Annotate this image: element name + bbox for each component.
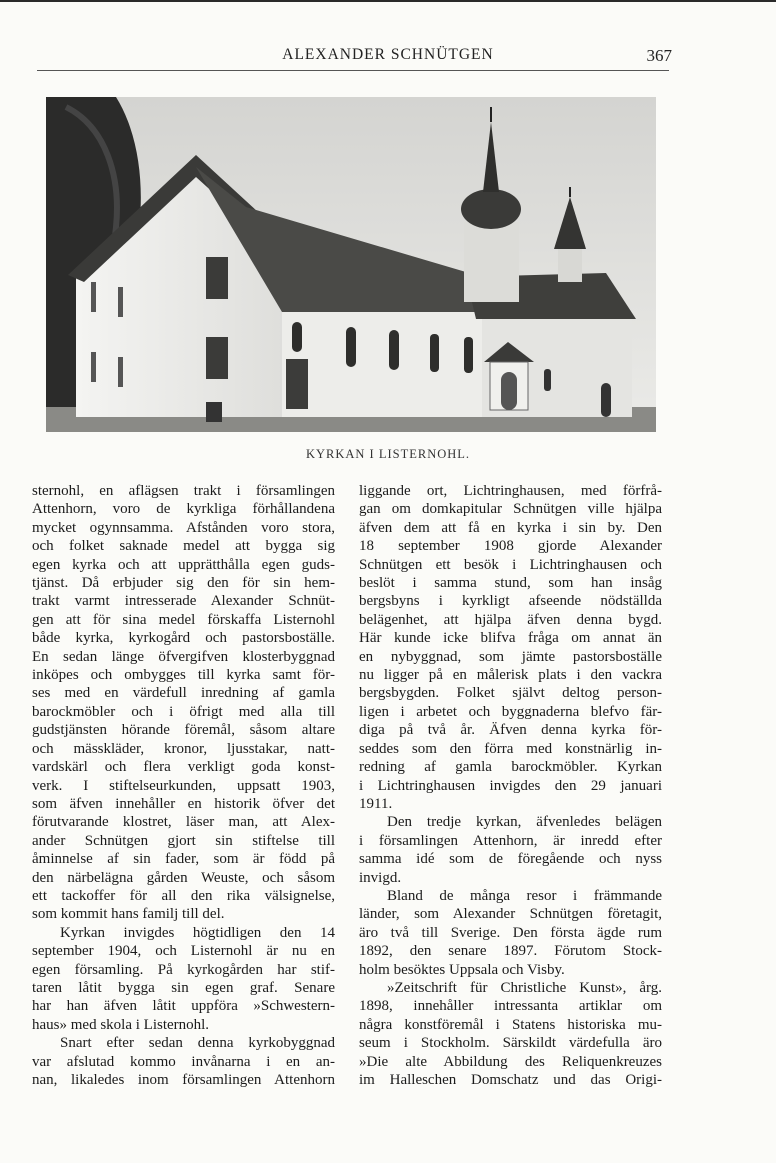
text-line: nan, likaledes inom församlingen Attenhorn (32, 1072, 335, 1088)
text-line: taren låtit bygga sin egen graf. Senare (32, 979, 335, 996)
text-line: sternohl, en aflägsen trakt i församlingen (32, 483, 335, 499)
text-line: Den tredje kyrkan, äfvenledes belägen (387, 814, 662, 831)
text-line: ligen i arbetet och byggnaderna blefvo fär- (359, 703, 662, 720)
text-line: som kommit hans familj till del. (32, 906, 225, 923)
church-photograph (46, 97, 656, 432)
text-line: 1898, innehåller intressanta artiklar om (359, 998, 662, 1015)
text-line: Kyrkan invigdes högtidligen den 14 (60, 924, 335, 941)
text-line: nu ligger på en målerisk plats i den vackra (359, 667, 662, 684)
text-line: verk. I stiftelseurkunden, uppsatt 1903, (32, 777, 335, 794)
text-line: gan om domkapitular Schnütgen ville hjälpa (359, 501, 662, 518)
text-line: gen att för sina medel förskaffa Listernohl (32, 611, 335, 628)
text-line: im Halleschen Domschatz und das Origi- (359, 1072, 662, 1088)
text-line: bergsbyns i kyrkligt afseende nödställda (359, 593, 662, 610)
text-line: seum i Stockholm. Särskildt värdefulla äro (359, 1035, 662, 1052)
text-line: Bland de många resor i främmande (387, 887, 662, 904)
text-line: egen kyrka och att upprätthålla egen guds- (32, 556, 335, 573)
text-line: äfven dem att få en kyrka i sin by. Den (359, 519, 662, 536)
text-line: barockmöbler och i öfrigt med alla till (32, 703, 335, 720)
text-line: 1892, den senare 1897. Förutom Stock- (359, 943, 662, 960)
text-line: ses med en värdefull inredning af gamla (32, 685, 335, 702)
text-line: Snart efter sedan denna kyrkobyggnad (60, 1035, 335, 1052)
text-line: gudstjänsten hörande föremål, såsom altare (32, 722, 335, 739)
text-line: åminnelse af sin fader, som är född på (32, 851, 335, 868)
text-line: diga på två år. Äfven denna kyrka för- (359, 722, 662, 739)
text-line: liggande ort, Lichtringhausen, med förfrå- (359, 483, 662, 499)
text-line: bergsbygden. Folket självt deltog person- (359, 685, 662, 702)
figure-caption: KYRKAN I LISTERNOHL. (305, 447, 471, 461)
text-line: trakt varmt intresserade Alexander Schnüt- (32, 593, 335, 610)
text-line: äro två till Sverige. Den första ägde rum (359, 924, 662, 941)
text-line: och mässkläder, kronor, ljusstakar, natt- (32, 740, 335, 757)
top-edge-rule (0, 0, 776, 2)
text-line: ett tackoffer för all den rika välsignelse, (32, 887, 335, 904)
text-line: Här kunde icke blifva fråga om annat än (359, 630, 662, 647)
text-line: samma idé som de föregående och nyss (359, 851, 662, 868)
header-rule (37, 70, 669, 71)
text-line: några konstföremål i Statens historiska mu- (359, 1016, 662, 1033)
text-line: Attenhorn, voro de kyrkliga förhållandena (32, 501, 335, 518)
text-line: haus» med skola i Listernohl. (32, 1016, 210, 1033)
text-column-left (32, 482, 335, 1089)
text-line: »Zeitschrift für Christliche Kunst», årg. (387, 979, 662, 996)
text-line: redning af gamla barockmöbler. Kyrkan (359, 759, 662, 776)
text-line: En sedan länge öfvergifven klosterbyggnad (32, 648, 335, 665)
text-line: mycket ogynnsamma. Afstånden voro stora, (32, 519, 335, 536)
text-line: 18 september 1908 gjorde Alexander (359, 538, 662, 555)
page-number: 367 (646, 46, 672, 65)
text-line: i församlingen Attenhorn, är inredd efter (359, 832, 662, 849)
text-line: holm besöktes Uppsala och Visby. (359, 961, 565, 978)
text-line: inköpes och ombygges till kyrka samt för- (32, 667, 335, 684)
text-line: belägenhet, att hjälpa äfven denna bygd. (359, 611, 662, 628)
text-line: vardskärl och flera verkligt goda konst- (32, 759, 335, 776)
text-line: seddes som den förra med konstnärlig in- (359, 740, 662, 757)
running-head: ALEXANDER SCHNÜTGEN (282, 46, 494, 63)
text-line: både kyrka, kyrkogård och pastorsboställe. (32, 630, 335, 647)
text-line: invigd. (359, 869, 402, 886)
text-line: ander Schnütgen gjort sin stiftelse till (32, 832, 335, 849)
text-line: förutvarande klostret, läser man, att Alex- (32, 814, 335, 831)
text-line: beslöt i samma stund, som han insåg (359, 575, 662, 592)
text-line: september 1904, och Listernohl är nu en (32, 943, 335, 960)
text-line: egen församling. På kyrkogården har stif- (32, 961, 335, 978)
text-line: och folket saknade medel att bygga sig (32, 538, 335, 555)
text-line: var afslutad kommo invånarna i en an- (32, 1053, 335, 1070)
text-line: den närbelägna gården Weuste, och såsom (32, 869, 335, 886)
text-line: en nybyggnad, som jämte pastorsboställe (359, 648, 662, 665)
text-line: Schnütgen ett besök i Lichtringhausen och (359, 556, 662, 573)
text-line: länder, som Alexander Schnütgen företagit, (359, 906, 662, 923)
text-line: tjänst. Då erbjuder sig den för sin hem- (32, 575, 335, 592)
text-line: har han äfven låtit uppföra »Schwestern- (32, 998, 335, 1015)
text-column-right (359, 482, 662, 1089)
text-line: 1911. (359, 795, 393, 812)
text-line: som äfven innehåller en historik öfver det (32, 795, 335, 812)
text-line: »Die alte Abbildung des Reliquenkreuzes (359, 1053, 662, 1070)
text-line: i Lichtringhausen invigdes den 29 januari (359, 777, 662, 794)
